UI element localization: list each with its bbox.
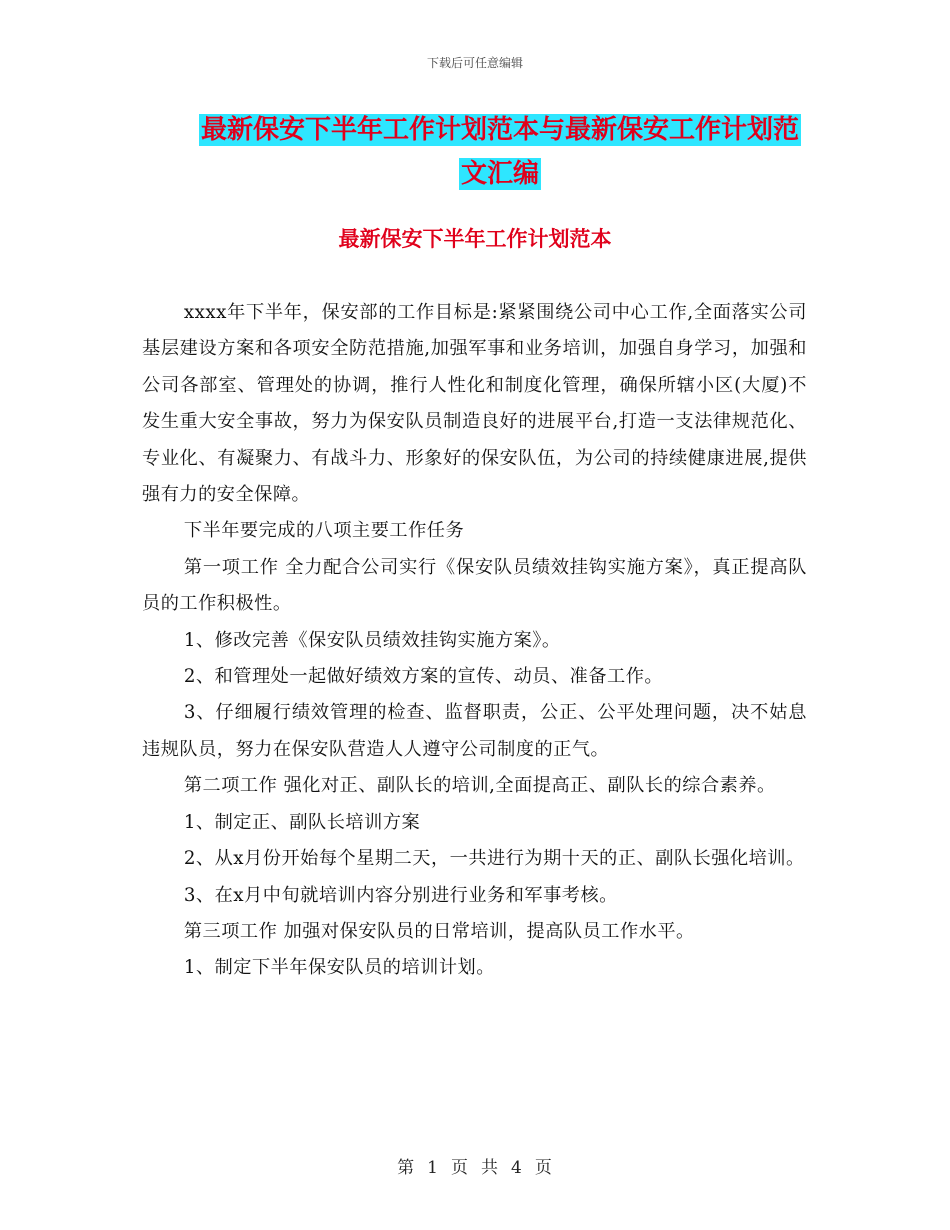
page-unit: 页 (451, 1158, 469, 1178)
paragraph: xxxx年下半年，保安部的工作目标是:紧紧围绕公司中心工作,全面落实公司基层建设方案和各项安全防范措施,加强军事和业务培训，加强自身学习，加强和公司各部室、管理处的协调，推行人性化和制度化管理，确保所辖小区(大厦)不发生重大安全事故，努力为保安队员制造良好的进展平台,打造一支法律规范化、专业化、有凝聚力、有战斗力、形象好的保安队伍，为公司的持续健康进展,提供强有力的安全保障。 (142, 302, 807, 506)
paragraph: 第二项工作 强化对正、副队长的培训,全面提高正、副队长的综合素养。 (183, 775, 776, 797)
document-body (142, 295, 807, 987)
total-unit: 页 (534, 1158, 553, 1178)
paragraph: 2、和管理处一起做好绩效方案的宣传、动员、准备工作。 (183, 666, 664, 688)
paragraph: 2、从x月份开始每个星期二天，一共进行为期十天的正、副队长强化培训。 (183, 848, 805, 870)
paragraph: 1、制定正、副队长培训方案 (183, 811, 421, 833)
total-pages: 4 (511, 1158, 523, 1178)
paragraph: 第一项工作 全力配合公司实行《保安队员绩效挂钩实施方案》，真正提高队员的工作积极性。 (142, 556, 807, 615)
paragraph: 1、修改完善《保安队员绩效挂钩实施方案》。 (183, 629, 561, 651)
total-label: 共 (481, 1158, 499, 1178)
document-title-line-2: 文汇编 (460, 159, 539, 189)
paragraph: 1、制定下半年保安队员的培训计划。 (183, 957, 495, 979)
section-title: 最新保安下半年工作计划范本 (338, 227, 612, 251)
document-title-line-1: 最新保安下半年工作计划范本与最新保安工作计划范 (200, 115, 799, 145)
paragraph: 3、仔细履行绩效管理的检查、监督职责，公正、公平处理问题，决不姑息违规队员，努力在保安队营造人人遵守公司制度的正气。 (142, 702, 807, 760)
header-note: 下载后可任意编辑 (426, 56, 523, 70)
page-footer (0, 1153, 950, 1178)
paragraph: 下半年要完成的八项主要工作任务 (183, 520, 465, 542)
page-label: 第 (397, 1158, 416, 1178)
paragraph: 第三项工作 加强对保安队员的日常培训，提高队员工作水平。 (183, 920, 695, 942)
paragraph: 3、在x月中旬就培训内容分别进行业务和军事考核。 (183, 884, 618, 906)
document-title (180, 108, 820, 196)
page-number: 1 (427, 1158, 439, 1178)
